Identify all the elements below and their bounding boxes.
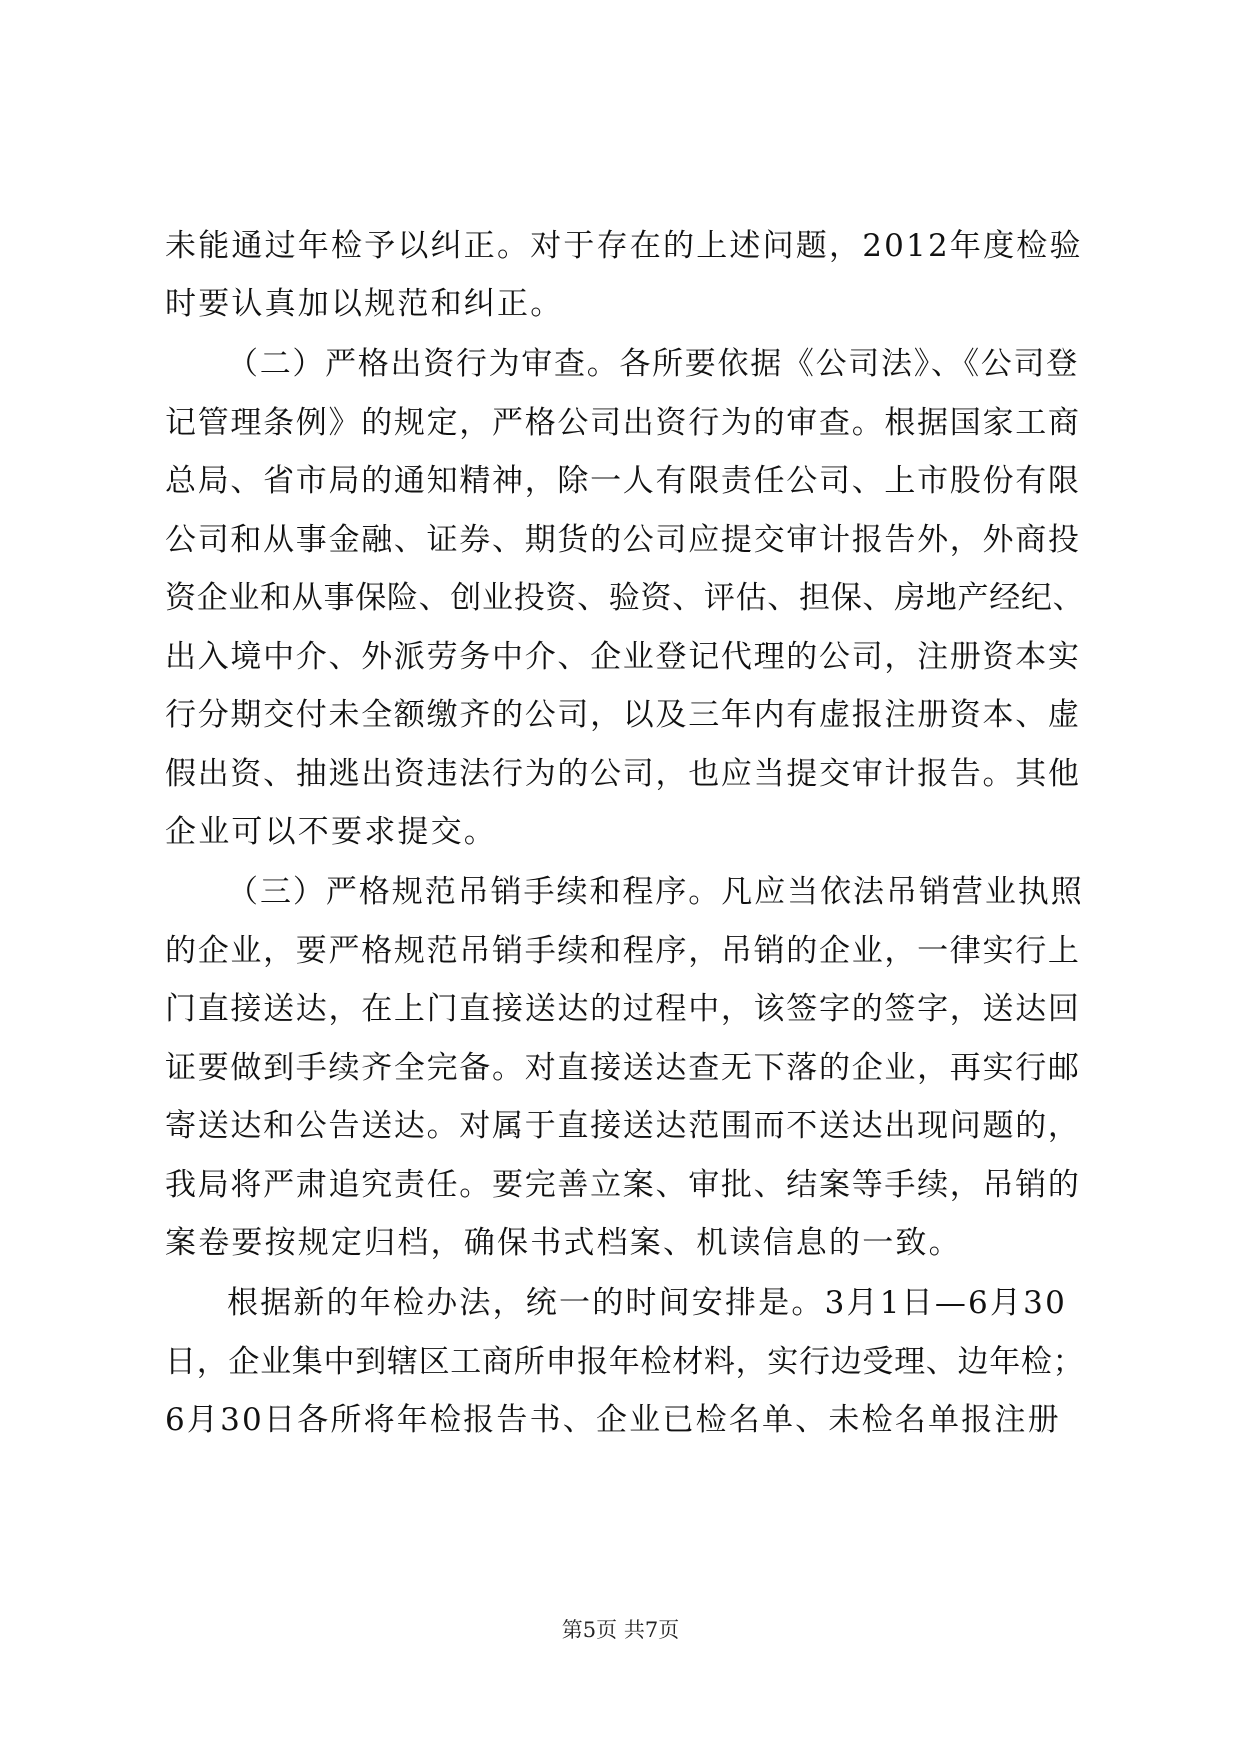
text-line: 我局将严肃追究责任。要完善立案、审批、结案等手续，吊销的	[165, 1167, 1081, 1203]
text-line: 出入境中介、外派劳务中介、企业登记代理的公司，注册资本实	[165, 639, 1081, 675]
text-line: 6月30日各所将年检报告书、企业已检名单、未检名单报注册	[165, 1402, 1061, 1438]
text-line: 门直接送达，在上门直接送达的过程中，该签字的签字，送达回	[165, 991, 1081, 1027]
text-line: 证要做到手续齐全完备。对直接送达查无下落的企业，再实行邮	[165, 1050, 1081, 1086]
text-line: 寄送达和公告送达。对属于直接送达范围而不送达出现问题的，	[165, 1108, 1081, 1144]
text-line: 行分期交付未全额缴齐的公司，以及三年内有虚报注册资本、虚	[165, 697, 1081, 733]
text-line: 根据新的年检办法，统一的时间安排是。3月1日—6月30	[227, 1285, 1068, 1321]
text-line: 公司和从事金融、证券、期货的公司应提交审计报告外，外商投	[165, 522, 1081, 558]
text-line: 案卷要按规定归档，确保书式档案、机读信息的一致。	[165, 1225, 962, 1261]
text-line: 资企业和从事保险、创业投资、验资、评估、担保、房地产经纪、	[165, 580, 1085, 616]
text-line: 假出资、抽逃出资违法行为的公司，也应当提交审计报告。其他	[165, 756, 1081, 792]
text-line: 总局、省市局的通知精神，除一人有限责任公司、上市股份有限	[165, 463, 1081, 499]
text-line: 未能通过年检予以纠正。对于存在的上述问题，2012年度检验	[165, 228, 1083, 264]
text-line: 的企业，要严格规范吊销手续和程序，吊销的企业，一律实行上	[165, 933, 1081, 969]
text-line: 记管理条例》的规定，严格公司出资行为的审查。根据国家工商	[165, 405, 1081, 441]
text-line: 时要认真加以规范和纠正。	[165, 286, 564, 322]
text-line: 日，企业集中到辖区工商所申报年检材料，实行边受理、边年检；	[165, 1344, 1085, 1380]
text-line: （三）严格规范吊销手续和程序。凡应当依法吊销营业执照	[227, 874, 1084, 910]
text-line: 企业可以不要求提交。	[165, 814, 497, 850]
page-number-footer: 第5页 共7页	[561, 1618, 680, 1642]
text-line: （二）严格出资行为审查。各所要依据《公司法》、《公司登	[227, 346, 1079, 382]
